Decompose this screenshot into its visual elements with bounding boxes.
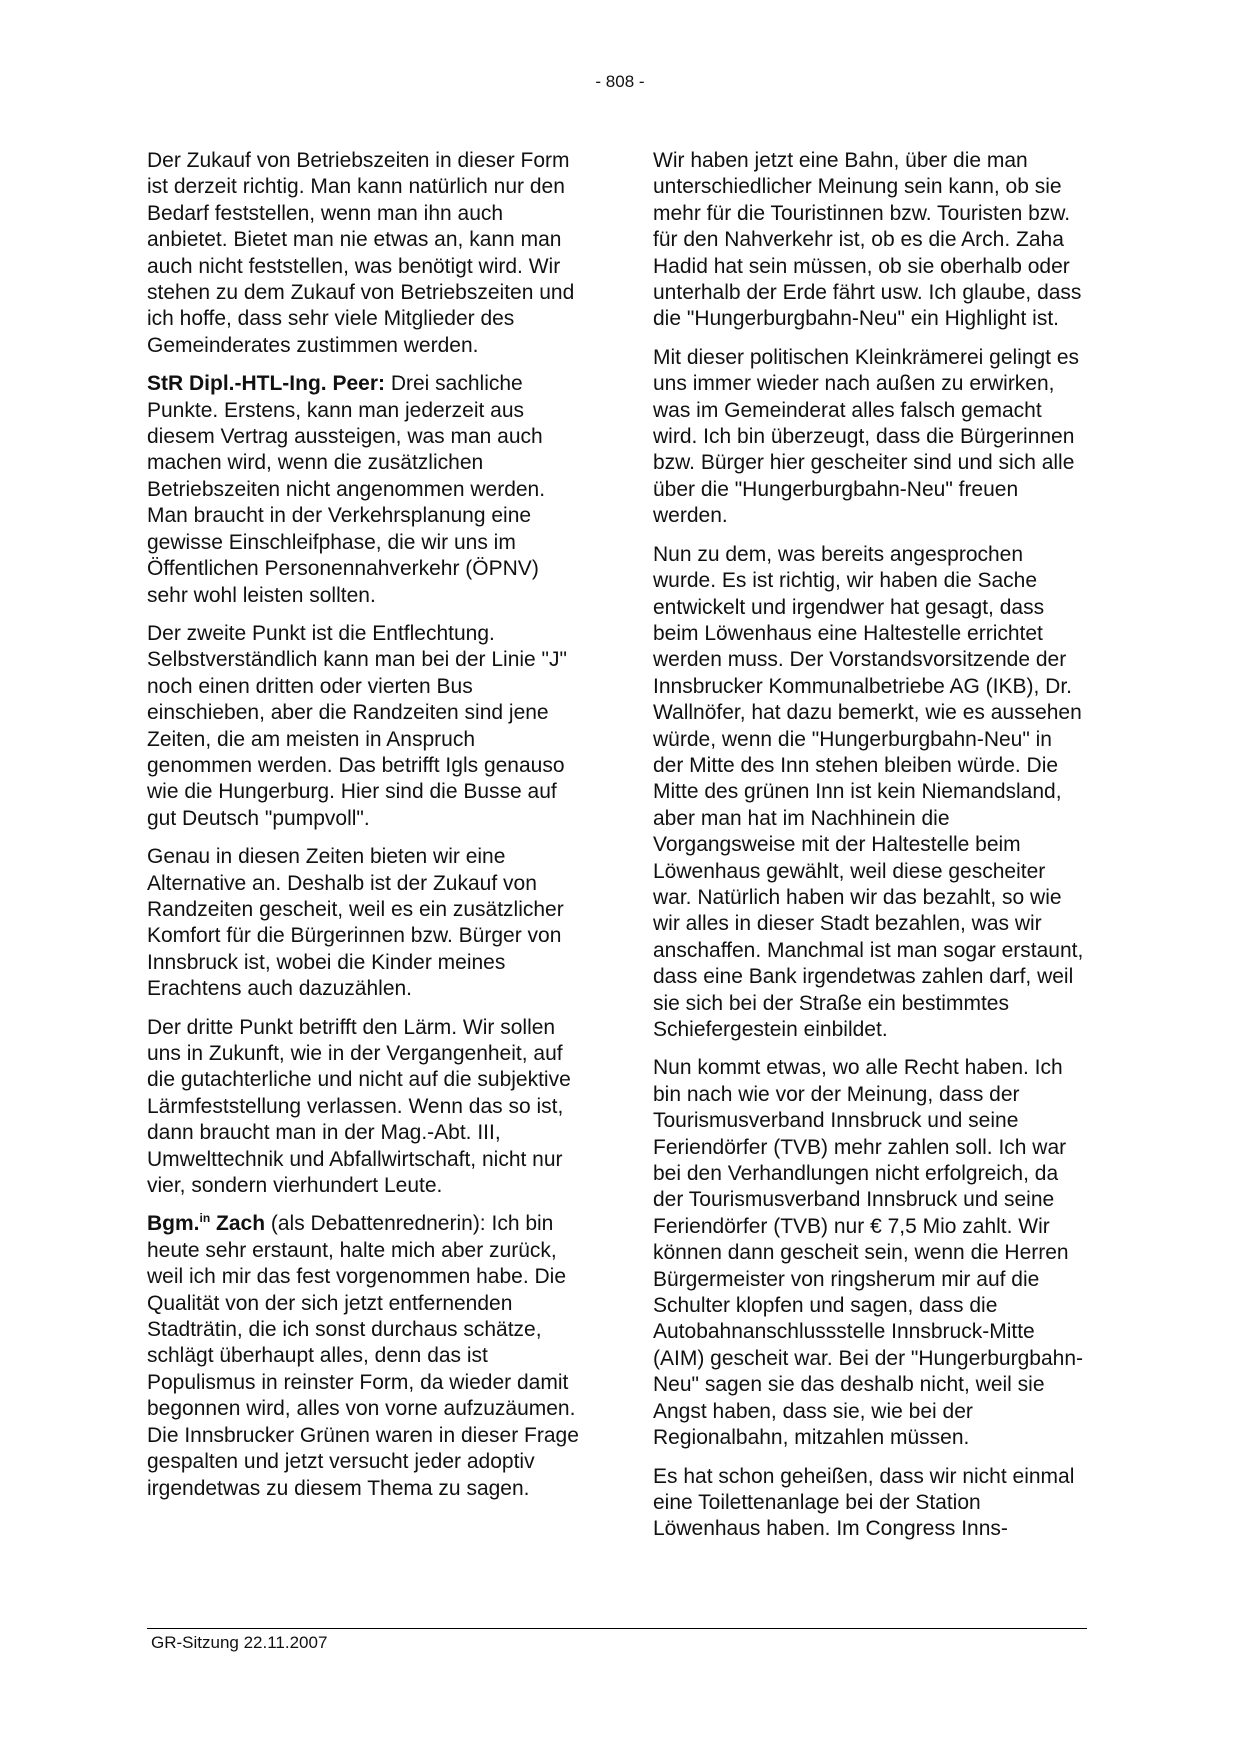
speaker-name (147, 1212, 265, 1235)
speaker-title: Bgm. (147, 1212, 200, 1236)
paragraph (147, 1211, 582, 1501)
left-column (147, 148, 582, 1514)
paragraph: Der dritte Punkt betrifft den Lärm. Wir sollen uns in Zukunft, wie in der Vergangenheit, auf die gutachterliche und nicht auf die subjektive Lärmfeststellung verlassen. Wenn das so ist, dann braucht man in der Mag.-Abt. III, Umwelttechnik und Abfallwirtschaft, nicht nur vier, sondern vierhundert Leute. (147, 1015, 571, 1198)
paragraph: Der zweite Punkt ist die Entflechtung. Selbstverständlich kann man bei der Linie "J" noch einen dritten oder vierten Bus einschieben, aber die Randzeiten sind jene Zeiten, die am meisten in Anspruch genommen werden. Das betrifft Igls genauso wie die Hungerburg. Hier sind die Busse auf gut Deutsch "pumpvoll". (147, 621, 567, 830)
paragraph-text: Drei sachliche Punkte. Erstens, kann man jederzeit aus diesem Vertrag aussteigen, was man auch machen wird, wenn die zusätzlichen Betriebszeiten nicht angenommen werden. Man braucht in der Verkehrsplanung eine gewisse Einschleifphase, die wir uns im Öffentlichen Personennahverkehr (ÖPNV) sehr wohl leisten sollten. (147, 372, 546, 607)
speaker-surname: Zach (210, 1212, 266, 1236)
paragraph: Nun zu dem, was bereits angesprochen wurde. Es ist richtig, wir haben die Sache entwickelt und irgendwer hat gesagt, dass beim Löwenhaus eine Haltestelle errichtet werden muss. Der Vorstandsvorsitzende der Innsbrucker Kommunalbetriebe AG (IKB), Dr. Wallnöfer, hat dazu bemerkt, wie es aussehen würde, wenn die "Hungerburgbahn-Neu" in der Mitte des Inn stehen bleiben würde. Die Mitte des grünen Inn ist kein Niemandsland, aber man hat im Nachhinein die Vorgangsweise mit der Haltestelle beim Löwenhaus gewählt, weil diese gescheiter war. Natürlich haben wir das bezahlt, so wie wir alles in dieser Stadt bezahlen, was wir anschaffen. Manchmal ist man sogar erstaunt, dass eine Bank irgendetwas zahlen darf, weil sie sich bei der Straße ein bestimmtes Schiefergestein einbildet. (653, 542, 1084, 1041)
page-number: - 808 - (595, 72, 645, 91)
paragraph (147, 371, 582, 609)
speaker-title-suffix: in (199, 1211, 211, 1226)
paragraph: Es hat schon geheißen, dass wir nicht einmal eine Toilettenanlage bei der Station Löwenhaus haben. Im Congress Inns- (653, 1464, 1075, 1541)
paragraph: Der Zukauf von Betriebszeiten in dieser Form ist derzeit richtig. Man kann natürlich nur den Bedarf feststellen, wenn man ihn auch anbietet. Bietet man nie etwas an, kann man auch nicht feststellen, was benötigt wird. Wir stehen zu dem Zukauf von Betriebszeiten und ich hoffe, dass sehr viele Mitglieder des Gemeinderates zustimmen werden. (147, 149, 575, 357)
paragraph: Genau in diesen Zeiten bieten wir eine Alternative an. Deshalb ist der Zukauf von Randzeiten gescheit, weil es ein zusätzlicher Komfort für die Bürgerinnen bzw. Bürger von Innsbruck ist, wobei die Kinder meines Erachtens auch dazuzählen. (147, 845, 564, 1001)
speaker-name: StR Dipl.-HTL-Ing. Peer: (147, 372, 385, 396)
paragraph-text: (als Debattenrednerin): Ich bin heute sehr erstaunt, halte mich aber zurück, weil ich mir das fest vorgenommen habe. Die Qualität von der sich jetzt entfernenden Stadträtin, die ich sonst durchaus schätze, schlägt überhaupt alles, denn das ist Populismus in reinster Form, da wieder damit begonnen wird, alles von vorne aufzuzäumen. Die Innsbrucker Grünen waren in dieser Frage gespalten und jetzt versucht jeder adoptiv irgendetwas zu diesem Thema zu sagen. (147, 1212, 579, 1500)
paragraph: Nun kommt etwas, wo alle Recht haben. Ich bin nach wie vor der Meinung, dass der Tourismusverband Innsbruck und seine Feriendörfer (TVB) mehr zahlen soll. Ich war bei den Verhandlungen nicht erfolgreich, da der Tourismusverband Innsbruck und seine Feriendörfer (TVB) nur € 7,5 Mio zahlt. Wir können dann gescheit sein, wenn die Herren Bürgermeister von ringsherum mir auf die Schulter klopfen und sagen, dass die Autobahnanschlussstelle Innsbruck-Mitte (AIM) gescheit war. Bei der "Hungerburgbahn-Neu" sagen sie das deshalb nicht, weil sie Angst haben, dass sie, wie bei der Regionalbahn, mitzahlen müssen. (653, 1056, 1083, 1450)
paragraph: Wir haben jetzt eine Bahn, über die man unterschiedlicher Meinung sein kann, ob sie mehr für die Touristinnen bzw. Touristen bzw. für den Nahverkehr ist, ob es die Arch. Zaha Hadid hat sein müssen, ob sie oberhalb oder unterhalb der Erde fährt usw. Ich glaube, dass die "Hungerburgbahn-Neu" ein Highlight ist. (653, 149, 1082, 331)
footer-session-date: GR-Sitzung 22.11.2007 (151, 1633, 328, 1652)
paragraph: Mit dieser politischen Kleinkrämerei gelingt es uns immer wieder nach außen zu erwirken, was im Gemeinderat alles falsch gemacht wird. Ich bin überzeugt, dass die Bürgerinnen bzw. Bürger hier gescheiter sind und sich alle über die "Hungerburgbahn-Neu" freuen werden. (653, 345, 1080, 528)
footer-divider (147, 1628, 1087, 1629)
right-column (653, 148, 1088, 1555)
